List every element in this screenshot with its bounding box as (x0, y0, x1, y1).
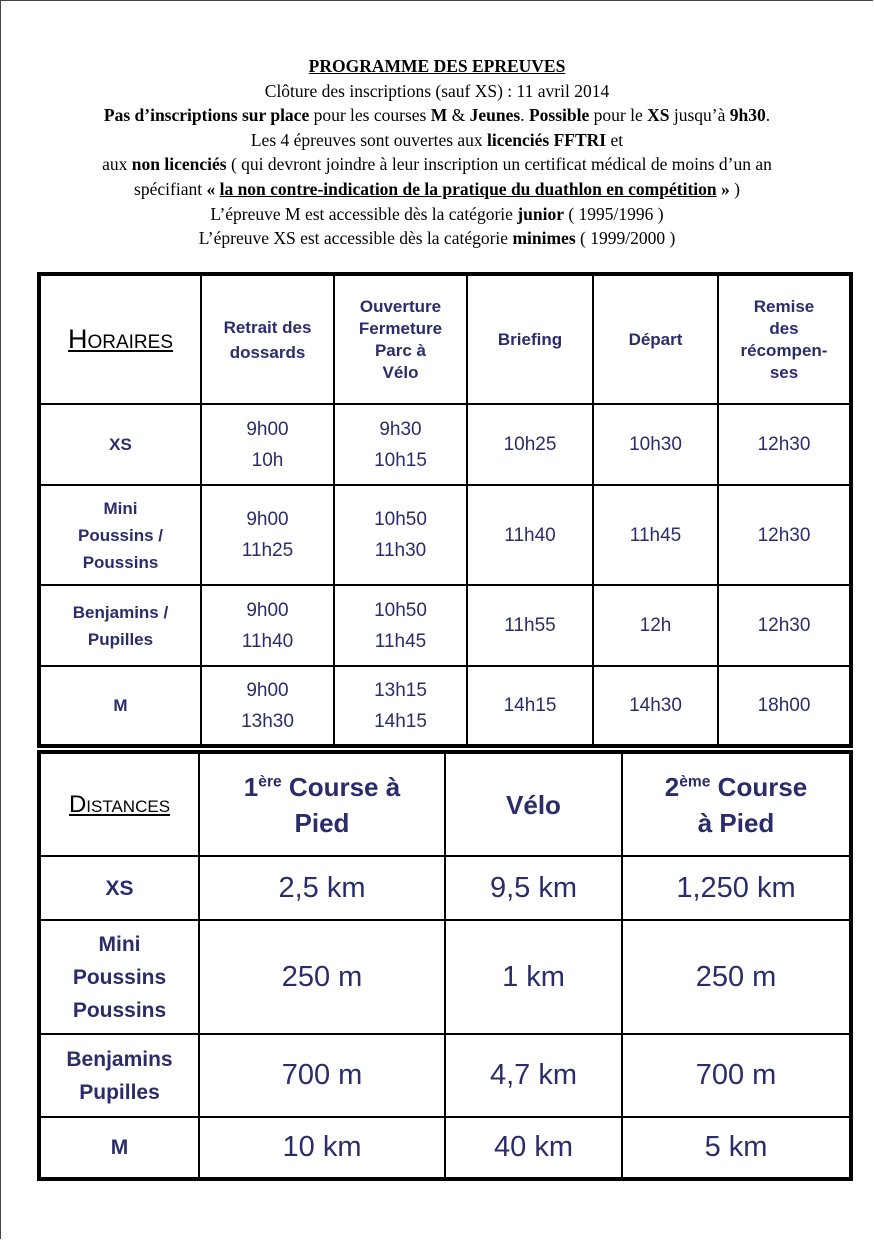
briefing-cell: 11h40 (467, 485, 593, 585)
header-depart: Départ (593, 274, 718, 404)
briefing-cell: 11h55 (467, 585, 593, 666)
course-1-cell: 2,5 km (199, 856, 445, 920)
velo-cell: 4,7 km (445, 1034, 622, 1117)
header-velo: Vélo (445, 752, 622, 856)
category-xs: XS (39, 404, 201, 485)
remise-cell: 12h30 (718, 404, 851, 485)
depart-cell: 11h45 (593, 485, 718, 585)
header-briefing: Briefing (467, 274, 593, 404)
depart-cell: 10h30 (593, 404, 718, 485)
retrait-cell: 9h00 10h (201, 404, 334, 485)
table-row (39, 920, 851, 1034)
table-row (39, 585, 851, 666)
course-2-cell: 1,250 km (622, 856, 851, 920)
distances-table (37, 750, 853, 1181)
course-1-cell: 700 m (199, 1034, 445, 1117)
velo-cell: 40 km (445, 1117, 622, 1179)
table-row (39, 404, 851, 485)
briefing-cell: 14h15 (467, 666, 593, 746)
schedule-corner-label: Horaires (39, 274, 201, 404)
header-remise: Remise des récompen- ses (718, 274, 851, 404)
medical-note: spécifiant « la non contre-indication de la pratique du duathlon en compétition » ) (134, 178, 740, 199)
closing-date: Clôture des inscriptions (sauf XS) : 11 avril 2014 (264, 80, 610, 101)
header-course-2: 2ème Course à Pied (622, 752, 851, 856)
table-row (39, 1117, 851, 1179)
category-m: M (39, 1117, 199, 1179)
table-row (39, 1034, 851, 1117)
header-course-1: 1ère Course à Pied (199, 752, 445, 856)
category-m: M (39, 666, 201, 746)
remise-cell: 12h30 (718, 585, 851, 666)
page-title: PROGRAMME DES EPREUVES (308, 56, 566, 76)
parc-cell: 10h50 11h45 (334, 585, 467, 666)
category-mini-poussins: Mini Poussins / Poussins (39, 485, 201, 585)
table-row (39, 666, 851, 746)
table-row (39, 856, 851, 920)
header-retrait: Retrait des dossards (201, 274, 334, 404)
category-xs: XS (39, 856, 199, 920)
velo-cell: 1 km (445, 920, 622, 1034)
header-parc-velo: Ouverture Fermeture Parc à Vélo (334, 274, 467, 404)
category-benjamins: Benjamins Pupilles (39, 1034, 199, 1117)
schedule-table (37, 272, 853, 748)
remise-cell: 12h30 (718, 485, 851, 585)
parc-cell: 13h15 14h15 (334, 666, 467, 746)
category-mini-poussins: Mini Poussins Poussins (39, 920, 199, 1034)
retrait-cell: 9h00 11h40 (201, 585, 334, 666)
briefing-cell: 10h25 (467, 404, 593, 485)
non-licensed-note: aux non licenciés ( qui devront joindre à leur inscription un certificat médical de moins d’un an (102, 154, 772, 175)
depart-cell: 12h (593, 585, 718, 666)
course-1-cell: 10 km (199, 1117, 445, 1179)
retrait-cell: 9h00 13h30 (201, 666, 334, 746)
category-benjamins: Benjamins / Pupilles (39, 585, 201, 666)
velo-cell: 9,5 km (445, 856, 622, 920)
depart-cell: 14h30 (593, 666, 718, 746)
registration-note: Pas d’inscriptions sur place pour les courses M & Jeunes. Possible pour le XS jusqu’à 9h30. (103, 105, 771, 126)
course-2-cell: 250 m (622, 920, 851, 1034)
table-header-row (39, 274, 851, 404)
table-header-row (39, 752, 851, 856)
course-2-cell: 5 km (622, 1117, 851, 1179)
xs-category-note: L’épreuve XS est accessible dès la catégorie minimes ( 1999/2000 ) (198, 228, 676, 249)
m-category-note: L’épreuve M est accessible dès la catégorie junior ( 1995/1996 ) (210, 203, 664, 224)
open-races-note: Les 4 épreuves sont ouvertes aux licenciés FFTRI et (250, 129, 624, 150)
parc-cell: 9h30 10h15 (334, 404, 467, 485)
distances-corner-label: Distances (39, 752, 199, 856)
remise-cell: 18h00 (718, 666, 851, 746)
retrait-cell: 9h00 11h25 (201, 485, 334, 585)
course-1-cell: 250 m (199, 920, 445, 1034)
parc-cell: 10h50 11h30 (334, 485, 467, 585)
table-row (39, 485, 851, 585)
course-2-cell: 700 m (622, 1034, 851, 1117)
intro-text (0, 54, 874, 251)
